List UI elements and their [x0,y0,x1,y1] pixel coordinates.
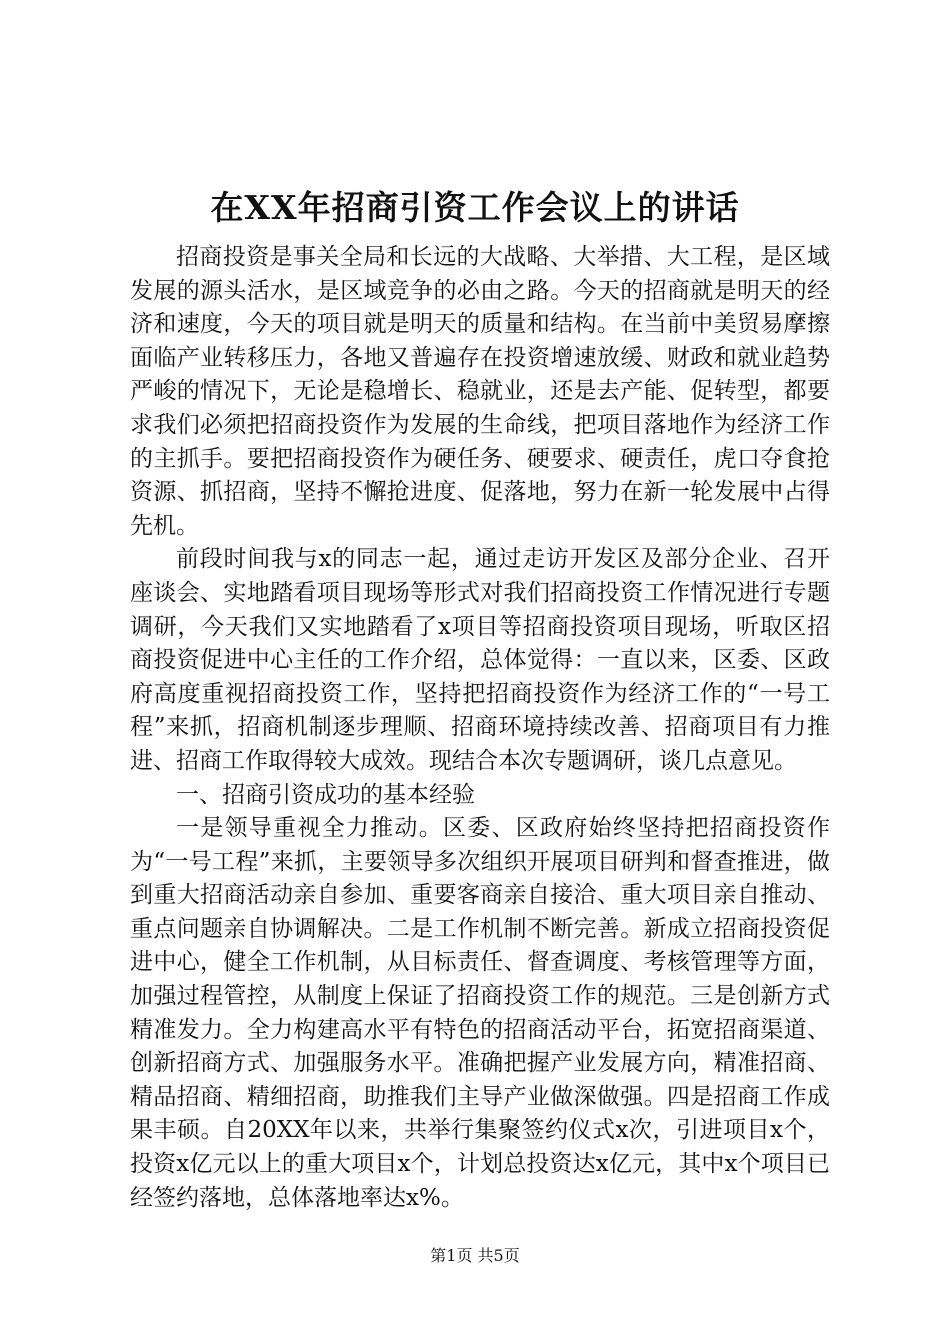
section-heading: 一、招商引资成功的基本经验 [176,781,475,808]
page-number: 第1页 [430,1246,473,1265]
page-total: 共5页 [477,1246,520,1265]
paragraph-intro: 招商投资是事关全局和长远的大战略、大举措、大工程，是区域发展的源头活水，是区域竞争的必由之路。今天的招商就是明天的经济和速度，今天的项目就是明天的质量和结构。在当前中美贸易摩擦面临产业转移压力，各地又普遍存在投资增速放缓、财政和就业趋势严峻的情况下，无论是稳增长、稳就业，还是去产能、促转型，都要求我们必须把招商投资作为发展的生命线，把项目落地作为经济工作的主抓手。要把招商投资作为硬任务、硬要求、硬责任，虎口夺食抢资源、抓招商，坚持不懈抢进度、促落地，努力在新一轮发展中占得先机。 [130,244,830,539]
document-title: 在XX年招商引资工作会议上的讲话 [210,188,740,227]
paragraph-research: 前段时间我与x的同志一起，通过走访开发区及部分企业、召开座谈会、实地踏看项目现场等形式对我们招商投资工作情况进行专题调研，今天我们又实地踏看了x项目等招商投资项目现场，听取区招商投资促进中心主任的工作介绍，总体觉得：一直以来，区委、区政府高度重视招商投资工作，坚持把招商投资作为经济工作的“一号工程”来抓，招商机制逐步理顺、招商环境持续改善、招商项目有力推进、招商工作取得较大成效。现结合本次专题调研，谈几点意见。 [130,546,830,774]
document-body [130,241,830,1215]
paragraph-experience: 一是领导重视全力推动。区委、区政府始终坚持把招商投资作为“一号工程”来抓，主要领导多次组织开展项目研判和督查推进，做到重大招商活动亲自参加、重要客商亲自接洽、重大项目亲自推动、重点问题亲自协调解决。二是工作机制不断完善。新成立招商投资促进中心，健全工作机制，从目标责任、督查调度、考核管理等方面，加强过程管控，从制度上保证了招商投资工作的规范。三是创新方式精准发力。全力构建高水平有特色的招商活动平台，拓宽招商渠道、创新招商方式、加强服务水平。准确把握产业发展方向，精准招商、精品招商、精细招商，助推我们主导产业做深做强。四是招商工作成果丰硕。自20XX年以来，共举行集聚签约仪式x次，引进项目x个，投资x亿元以上的重大项目x个，计划总投资达x亿元，其中x个项目已经签约落地，总体落地率达x%。 [130,815,830,1211]
page-footer [0,1244,950,1268]
